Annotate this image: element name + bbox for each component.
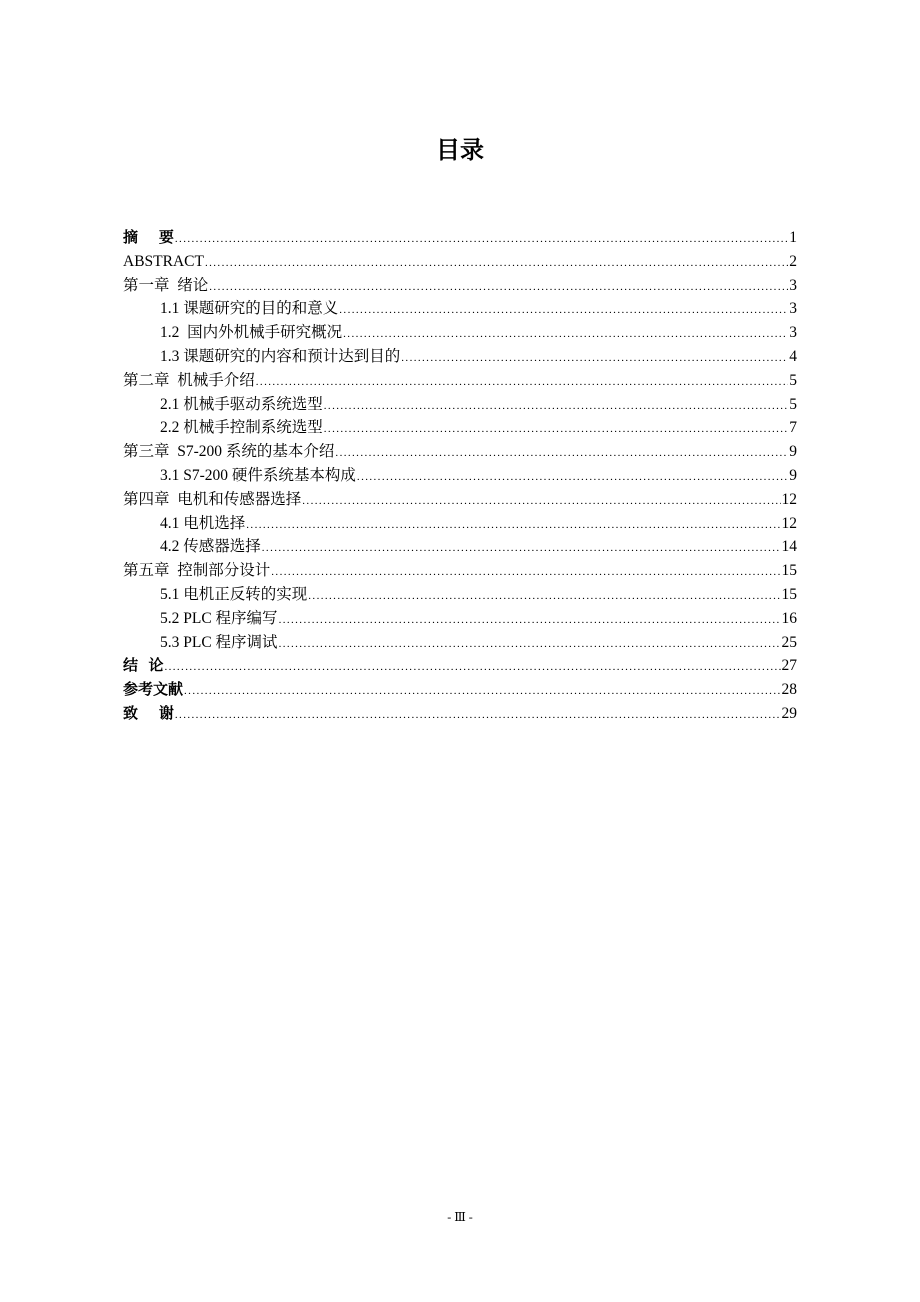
- toc-entry[interactable]: [123, 226, 797, 250]
- toc-leader-dots: [256, 371, 788, 395]
- toc-leader-dots: [262, 537, 781, 561]
- toc-leader-dots: [308, 585, 780, 609]
- toc-leader-dots: [302, 490, 780, 514]
- toc-leader-dots: [279, 609, 781, 633]
- toc-leader-dots: [184, 680, 780, 704]
- toc-entry-page: 4: [789, 347, 797, 365]
- toc-leader-dots: [324, 395, 788, 419]
- toc-leader-dots: [175, 704, 781, 728]
- toc-entry[interactable]: [123, 345, 797, 369]
- toc-entry-page: 7: [789, 419, 797, 437]
- toc-entry[interactable]: [123, 440, 797, 464]
- toc-entry-label: 参考文献: [123, 680, 184, 699]
- toc-leader-dots: [175, 228, 788, 252]
- toc-entry[interactable]: [123, 631, 797, 655]
- toc-entry-label: 2.1 机械手驱动系统选型: [160, 395, 323, 413]
- toc-entry-page: 14: [781, 538, 797, 556]
- toc-entry-page: 3: [789, 324, 797, 342]
- toc-entry[interactable]: [123, 393, 797, 417]
- toc-entry-page: 15: [781, 585, 797, 603]
- toc-leader-dots: [401, 347, 788, 371]
- toc-entry-page: 12: [781, 514, 797, 532]
- toc-entry[interactable]: [123, 297, 797, 321]
- toc-entry-page: 28: [781, 681, 797, 699]
- toc-entry-label: 第三章 S7-200 系统的基本介绍: [123, 443, 335, 461]
- toc-entry[interactable]: [123, 702, 797, 726]
- toc-entry[interactable]: [123, 607, 797, 631]
- toc-entry-label: 结 论: [123, 656, 164, 675]
- toc-entry-page: 2: [789, 252, 797, 270]
- toc-entry-page: 9: [789, 466, 797, 484]
- toc-entry-label: 1.1 课题研究的目的和意义: [160, 300, 339, 318]
- page-title: 目录: [436, 136, 484, 164]
- toc-entry-page: 12: [781, 490, 797, 508]
- toc-entry-page: 3: [789, 276, 797, 294]
- toc-entry-label: 第二章 机械手介绍: [123, 371, 255, 389]
- toc-leader-dots: [209, 276, 788, 300]
- toc-leader-dots: [279, 633, 781, 657]
- toc-entry-page: 27: [781, 657, 797, 675]
- toc-entry-label: 5.3 PLC 程序调试: [160, 633, 278, 651]
- toc-leader-dots: [357, 466, 788, 490]
- toc-entry[interactable]: [123, 678, 797, 702]
- table-of-contents: [123, 226, 797, 726]
- toc-entry-page: 3: [789, 300, 797, 318]
- toc-entry[interactable]: [123, 559, 797, 583]
- toc-entry[interactable]: [123, 369, 797, 393]
- toc-leader-dots: [164, 656, 780, 680]
- toc-entry[interactable]: [123, 274, 797, 298]
- toc-entry-label: 第一章 绪论: [123, 276, 209, 294]
- toc-leader-dots: [343, 323, 788, 347]
- toc-entry[interactable]: [123, 512, 797, 536]
- page-number-footer: - Ⅲ -: [447, 1210, 473, 1224]
- toc-entry-page: 5: [789, 395, 797, 413]
- toc-entry-label: 3.1 S7-200 硬件系统基本构成: [160, 466, 356, 484]
- toc-entry-page: 15: [781, 562, 797, 580]
- toc-leader-dots: [205, 252, 788, 276]
- toc-leader-dots: [271, 561, 780, 585]
- toc-entry-label: 2.2 机械手控制系统选型: [160, 419, 323, 437]
- toc-entry[interactable]: [123, 464, 797, 488]
- toc-entry-page: 25: [781, 633, 797, 651]
- toc-entry-label: 4.1 电机选择: [160, 514, 246, 532]
- toc-entry-label: 5.1 电机正反转的实现: [160, 585, 308, 603]
- toc-leader-dots: [335, 442, 788, 466]
- toc-entry-label: 致 谢: [123, 703, 174, 722]
- toc-entry-page: 5: [789, 371, 797, 389]
- toc-entry-label: 5.2 PLC 程序编写: [160, 609, 278, 627]
- toc-entry-label: ABSTRACT: [123, 252, 204, 270]
- toc-entry[interactable]: [123, 654, 797, 678]
- toc-entry-page: 29: [781, 704, 797, 722]
- toc-entry-page: 16: [781, 609, 797, 627]
- toc-entry[interactable]: [123, 250, 797, 274]
- toc-entry[interactable]: [123, 488, 797, 512]
- toc-entry[interactable]: [123, 416, 797, 440]
- toc-entry[interactable]: [123, 321, 797, 345]
- toc-leader-dots: [324, 418, 788, 442]
- toc-entry[interactable]: [123, 535, 797, 559]
- toc-leader-dots: [246, 514, 780, 538]
- toc-entry-label: 第四章 电机和传感器选择: [123, 490, 302, 508]
- toc-entry-label: 1.2 国内外机械手研究概况: [160, 324, 343, 342]
- toc-entry-page: 1: [789, 229, 797, 246]
- toc-entry-page: 9: [789, 443, 797, 461]
- toc-entry-label: 第五章 控制部分设计: [123, 562, 271, 580]
- toc-leader-dots: [339, 299, 788, 323]
- toc-entry-label: 1.3 课题研究的内容和预计达到目的: [160, 347, 401, 365]
- toc-entry[interactable]: [123, 583, 797, 607]
- toc-entry-label: 摘 要: [123, 228, 174, 246]
- toc-entry-label: 4.2 传感器选择: [160, 538, 261, 556]
